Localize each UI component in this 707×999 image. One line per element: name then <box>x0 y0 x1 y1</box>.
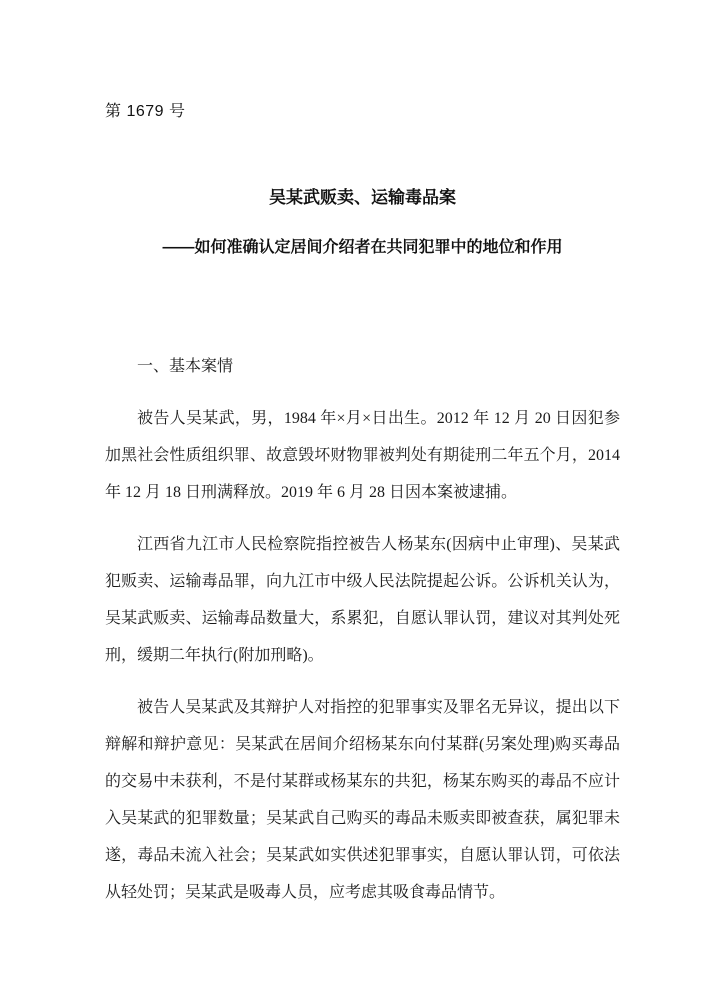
section-heading-basic-facts: 一、基本案情 <box>137 358 234 375</box>
paragraph-defense-opinion: 被告人吴某武及其辩护人对指控的犯罪事实及罪名无异议，提出以下辩解和辩护意见：吴某武在居间介绍杨某东向付某群(另案处理)购买毒品的交易中未获利，不是付某群或杨某东的共犯，杨某东购买的毒品不应计入吴某武的犯罪数量；吴某武自己购买的毒品未贩卖即被查获，属犯罪未遂，毒品未流入社会；吴某武如实供述犯罪事实，自愿认罪认罚，可依法从轻处罚；吴某武是吸毒人员，应考虑其吸食毒品情节。 <box>105 699 620 901</box>
document-subtitle: ——如何准确认定居间介绍者在共同犯罪中的地位和作用 <box>162 239 563 256</box>
paragraph-defendant-background: 被告人吴某武，男，1984 年×月×日出生。2012 年 12 月 20 日因犯参加黑社会性质组织罪、故意毁坏财物罪被判处有期徒刑二年五个月，2014 年 12 月 18 日刑满释放。2019 年 6 月 28 日因本案被逮捕。 <box>105 410 620 501</box>
case-number: 第 1679 号 <box>105 103 186 120</box>
document-title: 吴某武贩卖、运输毒品案 <box>269 188 456 207</box>
paragraph-prosecution-charge: 江西省九江市人民检察院指控被告人杨某东(因病中止审理)、吴某武犯贩卖、运输毒品罪，向九江市中级人民法院提起公诉。公诉机关认为，吴某武贩卖、运输毒品数量大，系累犯，自愿认罪认罚，建议对其判处死刑，缓期二年执行(附加刑略)。 <box>105 536 620 664</box>
